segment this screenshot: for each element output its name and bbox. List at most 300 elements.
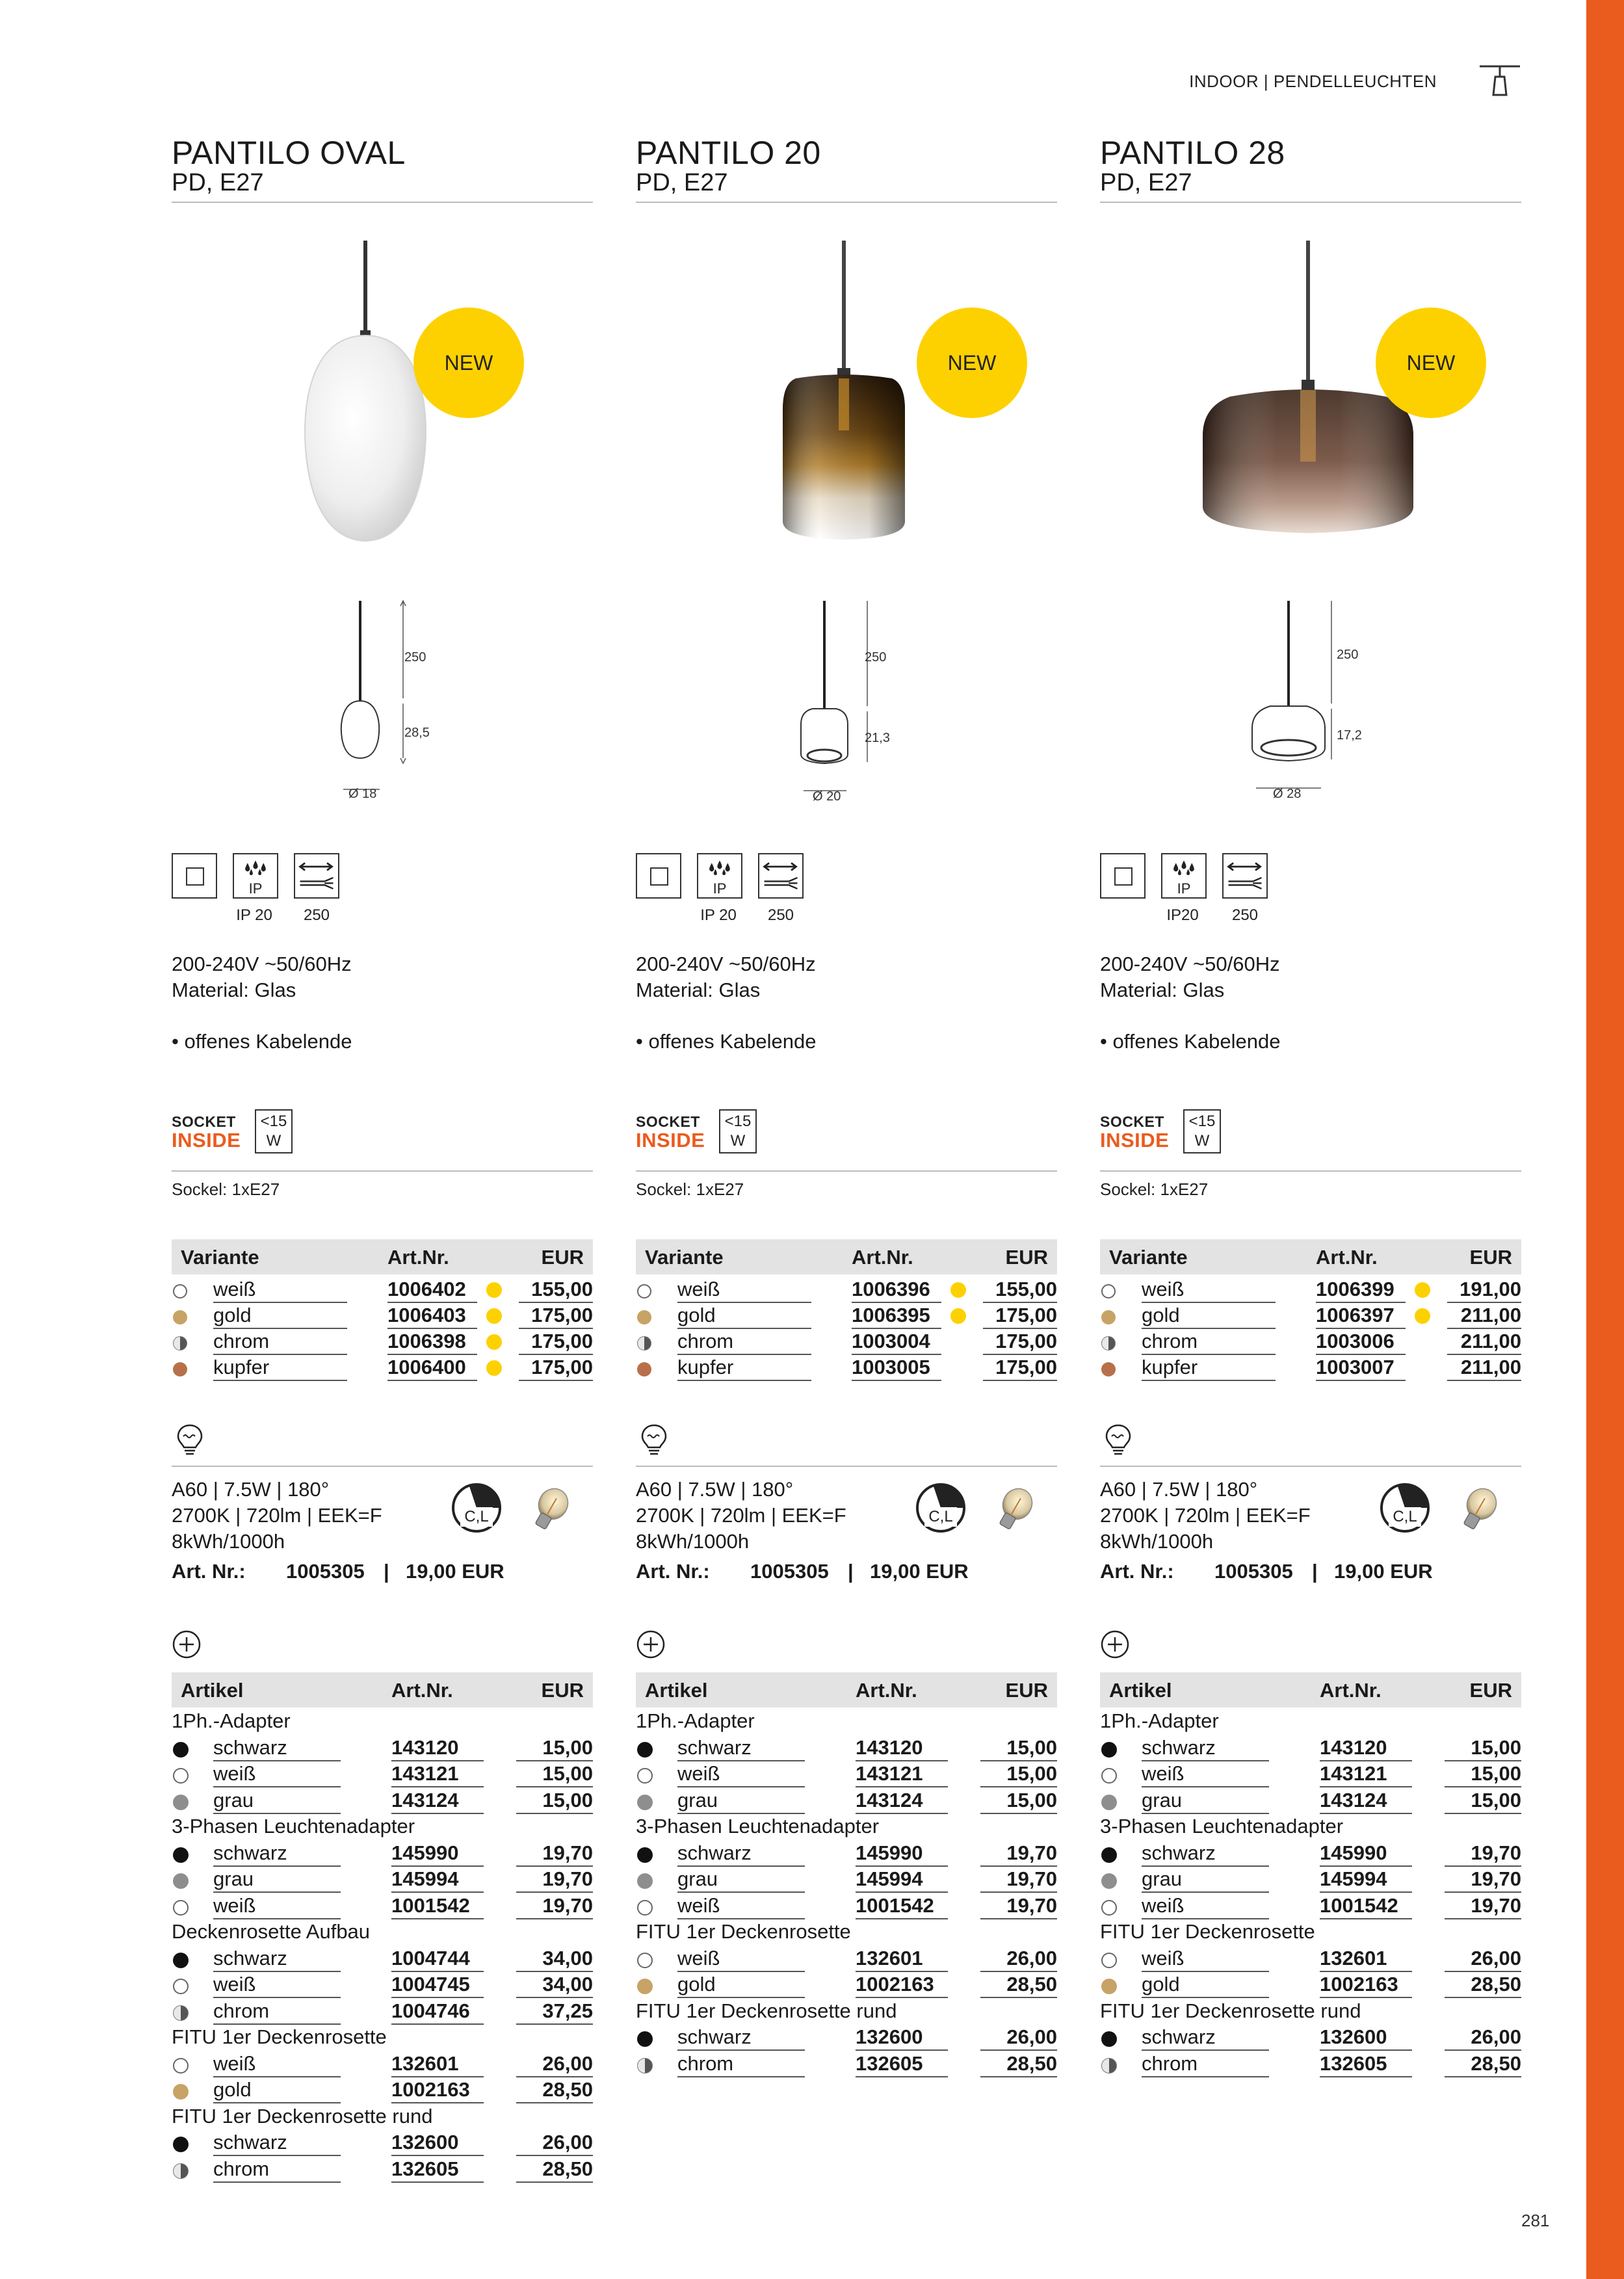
socket-line1: SOCKET	[172, 1113, 236, 1130]
accessory-row	[636, 1971, 1057, 1997]
accessory-artnr: 145994	[1320, 1867, 1387, 1890]
color-swatch-kupfer	[173, 1362, 187, 1377]
accessory-color: schwarz	[213, 1841, 287, 1864]
color-swatch-schwarz	[173, 1742, 189, 1758]
accessory-row	[1100, 1866, 1521, 1892]
variant-artnr: 1006396	[852, 1278, 930, 1300]
variant-artnr: 1006403	[387, 1304, 466, 1326]
color-swatch-chrom	[173, 2005, 189, 2021]
accessory-row	[172, 1761, 593, 1787]
accessory-row	[1100, 1735, 1521, 1761]
accessory-color: weiß	[1142, 1762, 1185, 1785]
lamp-spec-1: A60 | 7.5W | 180°	[172, 1478, 330, 1501]
accessory-price: 15,00	[542, 1788, 593, 1811]
accessory-artnr: 143124	[856, 1788, 923, 1811]
header-artnr: Art.Nr.	[856, 1679, 917, 1702]
ip-drops-icon	[233, 853, 278, 899]
accessory-row	[636, 1893, 1057, 1919]
accessory-price: 26,00	[542, 2051, 593, 2075]
divider	[636, 1466, 1057, 1467]
color-swatch-gold	[1101, 1979, 1117, 1994]
color-swatch-weiß	[173, 2058, 189, 2074]
plus-icon	[172, 1629, 202, 1659]
variant-color: gold	[213, 1304, 252, 1326]
led-dot-icon	[950, 1282, 966, 1298]
lamp-art-label: Art. Nr.:	[172, 1560, 246, 1583]
accessory-row	[172, 1787, 593, 1813]
accessory-artnr: 132601	[856, 1946, 923, 1969]
accessory-table-header	[1100, 1672, 1521, 1707]
ip-text: IP	[248, 880, 263, 897]
accessory-price: 15,00	[1471, 1762, 1521, 1785]
lamp-spec-3: 8kWh/1000h	[1100, 1530, 1214, 1553]
accessory-color: weiß	[213, 1973, 256, 1996]
socket-line2: INSIDE	[1100, 1129, 1170, 1152]
dim-body-label: 17,2	[1337, 728, 1362, 743]
color-swatch-weiß	[1101, 1900, 1117, 1916]
header-artnr: Art.Nr.	[852, 1246, 913, 1269]
accessory-row	[172, 2077, 593, 2103]
led-dot-icon	[950, 1308, 966, 1324]
color-swatch-gold	[173, 1310, 187, 1324]
ip-text: IP	[1177, 880, 1191, 897]
variant-row	[636, 1276, 1057, 1302]
accessory-color: gold	[677, 1973, 716, 1996]
accessory-price: 19,70	[1006, 1867, 1057, 1890]
page-number: 281	[1521, 2211, 1550, 2230]
ip-text: IP	[713, 880, 727, 897]
color-swatch-schwarz	[1101, 2031, 1117, 2047]
wattage-top: <15	[1188, 1113, 1216, 1130]
accessory-color: schwarz	[677, 1841, 752, 1864]
cable-label: 250	[1231, 906, 1259, 924]
header-eur: EUR	[541, 1246, 584, 1269]
accessory-price: 15,00	[1006, 1735, 1057, 1759]
accessory-row	[636, 1787, 1057, 1813]
variant-color: chrom	[213, 1330, 270, 1352]
color-swatch-gold	[173, 2084, 189, 2100]
color-swatch-weiß	[637, 1900, 653, 1916]
accessory-price: 26,00	[1471, 2025, 1521, 2048]
ip-label: IP20	[1166, 906, 1199, 924]
cl-text: C,L	[928, 1508, 953, 1525]
variant-price: 175,00	[995, 1304, 1057, 1326]
spec-voltage: 200-240V ~50/60Hz	[1100, 953, 1280, 975]
ip-label: IP 20	[700, 906, 737, 924]
lamp-spec-3: 8kWh/1000h	[172, 1530, 285, 1553]
color-swatch-weiß	[173, 1979, 189, 1994]
ip-drops-icon	[697, 853, 742, 899]
new-badge: NEW	[413, 308, 524, 418]
led-dot-icon	[486, 1282, 502, 1298]
lamp-artnr: 1005305	[286, 1560, 365, 1583]
accessory-color: schwarz	[1142, 1735, 1216, 1759]
variant-color: weiß	[213, 1278, 256, 1300]
dim-diameter-label: Ø 28	[1273, 787, 1302, 801]
cl-dimmable-icon	[914, 1481, 967, 1535]
color-swatch-chrom	[173, 2163, 189, 2179]
accessory-color: grau	[677, 1867, 718, 1890]
led-dot-icon	[486, 1360, 502, 1376]
variant-color: weiß	[677, 1278, 720, 1300]
socket-line2: INSIDE	[636, 1129, 705, 1152]
divider	[1100, 1170, 1521, 1172]
accessory-artnr: 132600	[856, 2025, 923, 2048]
accessory-group: FITU 1er Deckenrosette rund	[636, 1999, 897, 2022]
accessory-artnr: 1004746	[391, 1999, 470, 2022]
divider	[636, 1170, 1057, 1172]
led-dot-icon	[1415, 1308, 1430, 1324]
socket-line1: SOCKET	[636, 1113, 700, 1130]
header-artnr: Art.Nr.	[391, 1679, 453, 1702]
header-variante: Variante	[1109, 1246, 1188, 1269]
variant-artnr: 1006400	[387, 1356, 466, 1378]
ip-drops-icon	[1161, 853, 1207, 899]
accessory-group: FITU 1er Deckenrosette	[636, 1920, 851, 1943]
accessory-artnr: 145990	[1320, 1841, 1387, 1864]
spec-feature: • offenes Kabelende	[172, 1030, 352, 1053]
color-swatch-weiß	[173, 1284, 187, 1298]
color-swatch-weiß	[637, 1284, 651, 1298]
header-artnr: Art.Nr.	[387, 1246, 449, 1269]
accessory-price: 28,50	[542, 2157, 593, 2180]
color-swatch-chrom	[173, 1336, 187, 1350]
accessory-price: 19,70	[1471, 1867, 1521, 1890]
dim-diameter-label: Ø 20	[813, 789, 841, 804]
accessory-artnr: 132600	[1320, 2025, 1387, 2048]
color-swatch-chrom	[1101, 1336, 1116, 1350]
accessory-artnr: 143120	[391, 1735, 459, 1759]
color-swatch-schwarz	[1101, 1742, 1117, 1758]
color-swatch-grau	[637, 1873, 653, 1889]
variant-price: 155,00	[995, 1278, 1057, 1300]
variant-price: 175,00	[995, 1356, 1057, 1378]
variant-artnr: 1006398	[387, 1330, 466, 1352]
color-swatch-schwarz	[637, 2031, 653, 2047]
accessory-price: 15,00	[542, 1735, 593, 1759]
accessory-group: 3-Phasen Leuchtenadapter	[1100, 1815, 1344, 1838]
variant-color: kupfer	[1142, 1356, 1198, 1378]
accessory-row	[1100, 1787, 1521, 1813]
accessory-color: schwarz	[213, 1735, 287, 1759]
lamp-price: 19,00 EUR	[870, 1560, 969, 1583]
color-swatch-grau	[173, 1873, 189, 1889]
variant-table-header	[172, 1239, 593, 1274]
accessory-color: schwarz	[1142, 1841, 1216, 1864]
accessory-row	[1100, 2024, 1521, 2050]
accessory-artnr: 143121	[856, 1762, 923, 1785]
spec-voltage: 200-240V ~50/60Hz	[172, 953, 352, 975]
sockel-text: Sockel: 1xE27	[172, 1179, 280, 1199]
product-title: PANTILO 20	[636, 135, 821, 171]
cable-label: 250	[303, 906, 330, 924]
divider	[1100, 202, 1521, 203]
variant-row	[172, 1276, 593, 1302]
accessory-price: 15,00	[542, 1762, 593, 1785]
lamp-spec-2: 2700K | 720lm | EEK=F	[636, 1504, 846, 1527]
accessory-row	[1100, 1761, 1521, 1787]
accessory-price: 26,00	[1006, 2025, 1057, 2048]
variant-row	[636, 1354, 1057, 1380]
accessory-price: 28,50	[1006, 2051, 1057, 2075]
accessory-group: 3-Phasen Leuchtenadapter	[172, 1815, 415, 1838]
header-eur: EUR	[1469, 1246, 1512, 1269]
spec-material: Material: Glas	[172, 979, 296, 1001]
lamp-sep: |	[848, 1560, 854, 1583]
led-dot-icon	[486, 1334, 502, 1350]
dim-diameter-label: Ø 18	[348, 787, 377, 801]
bulb-icon	[636, 1423, 672, 1459]
accessory-color: schwarz	[213, 1946, 287, 1969]
product-subtitle: PD, E27	[636, 169, 728, 196]
accessory-artnr: 132605	[1320, 2051, 1387, 2075]
variant-row	[1100, 1328, 1521, 1354]
wattage-bottom: W	[266, 1132, 282, 1150]
accessory-color: weiß	[677, 1762, 720, 1785]
color-swatch-gold	[637, 1310, 651, 1324]
variant-color: chrom	[677, 1330, 734, 1352]
color-swatch-grau	[1101, 1873, 1117, 1889]
variant-artnr: 1006402	[387, 1278, 466, 1300]
lamp-spec-2: 2700K | 720lm | EEK=F	[172, 1504, 382, 1527]
accessory-group: FITU 1er Deckenrosette	[172, 2025, 387, 2048]
product-title: PANTILO OVAL	[172, 135, 406, 171]
accessory-color: weiß	[1142, 1893, 1185, 1917]
accessory-group: FITU 1er Deckenrosette rund	[1100, 1999, 1361, 2022]
accessory-color: schwarz	[213, 2131, 287, 2154]
led-dot-icon	[1415, 1282, 1430, 1298]
accessory-row	[172, 1840, 593, 1866]
accessory-price: 28,50	[1471, 2051, 1521, 2075]
accessory-group: 1Ph.-Adapter	[172, 1709, 291, 1732]
wattage-top: <15	[260, 1113, 287, 1130]
dimension-drawing	[1100, 592, 1521, 806]
accessory-artnr: 132605	[391, 2157, 459, 2180]
spec-material: Material: Glas	[1100, 979, 1225, 1001]
color-swatch-grau	[173, 1795, 189, 1810]
variant-price: 191,00	[1460, 1278, 1521, 1300]
accessory-price: 19,70	[542, 1841, 593, 1864]
variant-color: chrom	[1142, 1330, 1198, 1352]
cable-length-icon	[294, 853, 339, 899]
accessory-table-header	[636, 1672, 1057, 1707]
header-eur: EUR	[1005, 1679, 1048, 1702]
accessory-color: grau	[1142, 1867, 1183, 1890]
indoor-square-icon	[172, 853, 217, 899]
cable-length-icon	[758, 853, 804, 899]
sockel-text: Sockel: 1xE27	[1100, 1179, 1209, 1199]
lamp-art-label: Art. Nr.:	[636, 1560, 710, 1583]
wattage-bottom: W	[1194, 1132, 1210, 1150]
variant-color: gold	[1142, 1304, 1180, 1326]
color-swatch-schwarz	[173, 1847, 189, 1863]
variant-row	[172, 1354, 593, 1380]
section-header: INDOOR | PENDELLEUCHTEN	[1189, 72, 1437, 91]
bulb-icon	[1100, 1423, 1136, 1459]
new-badge: NEW	[1376, 308, 1486, 418]
accessory-color: chrom	[213, 1999, 270, 2022]
product-column-pantilo-oval	[172, 0, 593, 2279]
led-dot-icon	[486, 1308, 502, 1324]
accessory-price: 15,00	[1471, 1788, 1521, 1811]
accessory-artnr: 143124	[391, 1788, 459, 1811]
dimension-drawing	[636, 592, 1057, 806]
color-swatch-schwarz	[637, 1847, 653, 1863]
accessory-color: gold	[1142, 1973, 1180, 1996]
accessory-color: grau	[677, 1788, 718, 1811]
accessory-row	[172, 2129, 593, 2155]
color-swatch-gold	[637, 1979, 653, 1994]
accessory-color: grau	[213, 1867, 254, 1890]
lamp-spec-1: A60 | 7.5W | 180°	[1100, 1478, 1258, 1501]
dimension-drawing	[172, 592, 593, 806]
led-filament-bulb-icon	[528, 1484, 573, 1533]
color-swatch-weiß	[173, 1768, 189, 1784]
lamp-sep: |	[1312, 1560, 1318, 1583]
accessory-price: 34,00	[542, 1946, 593, 1969]
accessory-row	[172, 1866, 593, 1892]
accessory-row	[1100, 1893, 1521, 1919]
color-swatch-grau	[1101, 1795, 1117, 1810]
accessory-artnr: 145994	[856, 1867, 923, 1890]
socket-line1: SOCKET	[1100, 1113, 1164, 1130]
variant-artnr: 1003007	[1316, 1356, 1395, 1378]
variant-table-header	[636, 1239, 1057, 1274]
wattage-bottom: W	[730, 1132, 746, 1150]
color-swatch-weiß	[1101, 1953, 1117, 1968]
variant-row	[172, 1328, 593, 1354]
accessory-row	[172, 2156, 593, 2182]
variant-color: kupfer	[213, 1356, 270, 1378]
color-swatch-chrom	[1101, 2058, 1117, 2074]
plus-icon	[1100, 1629, 1130, 1659]
accessory-price: 26,00	[1006, 1946, 1057, 1969]
variant-price: 175,00	[531, 1304, 593, 1326]
variant-color: kupfer	[677, 1356, 734, 1378]
bulb-icon	[172, 1423, 208, 1459]
color-swatch-weiß	[1101, 1768, 1117, 1784]
variant-row	[1100, 1302, 1521, 1328]
product-photo	[172, 241, 593, 553]
header-artikel: Artikel	[645, 1679, 708, 1702]
accessory-table-header	[172, 1672, 593, 1707]
cl-text: C,L	[464, 1508, 489, 1525]
header-variante: Variante	[181, 1246, 259, 1269]
accessory-price: 28,50	[1006, 1973, 1057, 1996]
lamp-spec-2: 2700K | 720lm | EEK=F	[1100, 1504, 1311, 1527]
color-swatch-weiß	[173, 1900, 189, 1916]
cable-label: 250	[767, 906, 794, 924]
color-swatch-kupfer	[637, 1362, 651, 1377]
accessory-artnr: 143120	[856, 1735, 923, 1759]
accessory-group: FITU 1er Deckenrosette rund	[172, 2104, 433, 2128]
variant-row	[1100, 1276, 1521, 1302]
dim-height-label: 250	[865, 650, 887, 665]
spec-feature: • offenes Kabelende	[636, 1030, 817, 1053]
accessory-color: chrom	[213, 2157, 270, 2180]
accessory-color: weiß	[213, 2051, 256, 2075]
variant-color: gold	[677, 1304, 716, 1326]
accessory-color: weiß	[677, 1893, 720, 1917]
header-eur: EUR	[1005, 1246, 1048, 1269]
variant-artnr: 1003006	[1316, 1330, 1395, 1352]
accessory-price: 19,70	[1006, 1893, 1057, 1917]
accessory-row	[172, 2051, 593, 2077]
variant-artnr: 1006399	[1316, 1278, 1395, 1300]
lamp-spec-1: A60 | 7.5W | 180°	[636, 1478, 794, 1501]
led-filament-bulb-icon	[1456, 1484, 1502, 1533]
accessory-price: 19,70	[542, 1867, 593, 1890]
variant-row	[172, 1302, 593, 1328]
accessory-color: schwarz	[677, 2025, 752, 2048]
lamp-artnr: 1005305	[750, 1560, 829, 1583]
accessory-price: 28,50	[1471, 1973, 1521, 1996]
accessory-group: 3-Phasen Leuchtenadapter	[636, 1815, 880, 1838]
variant-price: 175,00	[531, 1330, 593, 1352]
accessory-color: weiß	[677, 1946, 720, 1969]
new-badge: NEW	[917, 308, 1027, 418]
socket-inside-logo	[1100, 1111, 1172, 1150]
plus-icon	[636, 1629, 666, 1659]
accessory-color: chrom	[1142, 2051, 1198, 2075]
accessory-artnr: 143121	[391, 1762, 459, 1785]
dim-height-label: 250	[1337, 648, 1359, 662]
dim-body-label: 21,3	[865, 731, 890, 745]
header-eur: EUR	[1469, 1679, 1512, 1702]
accessory-row	[636, 1840, 1057, 1866]
divider	[1100, 1466, 1521, 1467]
accessory-row	[636, 1735, 1057, 1761]
accessory-price: 15,00	[1471, 1735, 1521, 1759]
header-artnr: Art.Nr.	[1320, 1679, 1382, 1702]
header-artikel: Artikel	[1109, 1679, 1172, 1702]
accessory-color: schwarz	[677, 1735, 752, 1759]
variant-table-header	[1100, 1239, 1521, 1274]
accessory-artnr: 132605	[856, 2051, 923, 2075]
accessory-artnr: 143121	[1320, 1762, 1387, 1785]
accessory-group: Deckenrosette Aufbau	[172, 1920, 371, 1943]
accessory-artnr: 145994	[391, 1867, 459, 1890]
accessory-color: grau	[213, 1788, 254, 1811]
variant-price: 211,00	[1460, 1356, 1521, 1378]
accessory-row	[636, 1761, 1057, 1787]
divider	[636, 202, 1057, 203]
accessory-row	[1100, 1840, 1521, 1866]
variant-price: 175,00	[995, 1330, 1057, 1352]
socket-inside-logo	[636, 1111, 707, 1150]
accessory-group: 1Ph.-Adapter	[1100, 1709, 1219, 1732]
accessory-price: 37,25	[542, 1999, 593, 2022]
ip-label: IP 20	[236, 906, 272, 924]
color-swatch-gold	[1101, 1310, 1116, 1324]
accessory-artnr: 1002163	[1320, 1973, 1398, 1996]
spec-voltage: 200-240V ~50/60Hz	[636, 953, 816, 975]
divider	[172, 1170, 593, 1172]
accessory-artnr: 1004745	[391, 1973, 470, 1996]
color-swatch-chrom	[637, 2058, 653, 2074]
color-swatch-schwarz	[173, 2137, 189, 2152]
accessory-artnr: 1002163	[856, 1973, 934, 1996]
lamp-artnr-row	[172, 1560, 504, 1583]
accessory-artnr: 132601	[1320, 1946, 1387, 1969]
accessory-artnr: 1001542	[391, 1893, 470, 1917]
orange-side-bar	[1586, 0, 1624, 2279]
accessory-color: chrom	[677, 2051, 734, 2075]
accessory-price: 28,50	[542, 2078, 593, 2101]
wattage-box	[255, 1109, 293, 1153]
accessory-row	[172, 1971, 593, 1997]
variant-row	[1100, 1354, 1521, 1380]
